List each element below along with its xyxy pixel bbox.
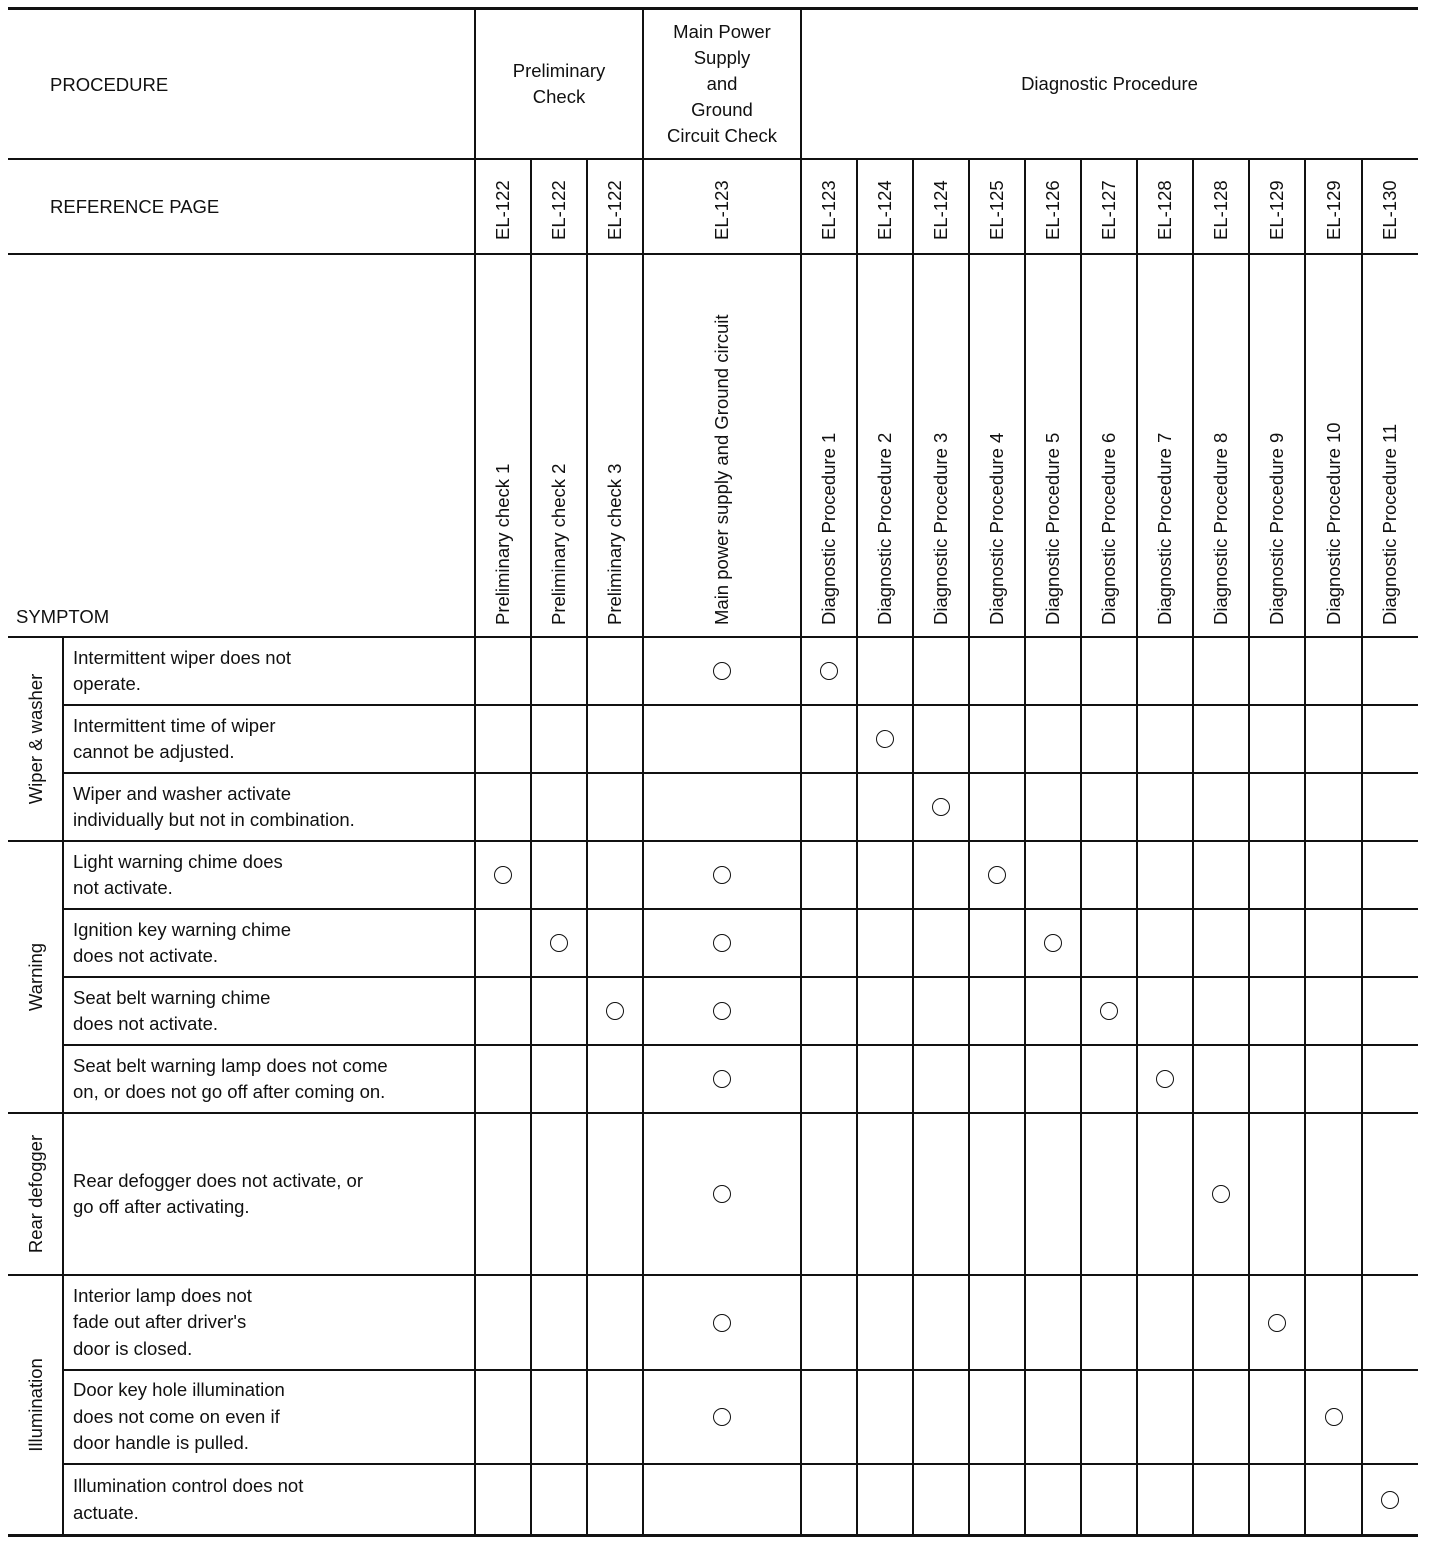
applicable-check-circle — [988, 866, 1006, 884]
row-divider — [63, 772, 1418, 774]
applicable-check-circle — [713, 1070, 731, 1088]
group-header-line: Main Power — [673, 20, 771, 42]
column-divider — [968, 159, 969, 1535]
symptom-text-line: go off after activating. — [73, 1196, 250, 1217]
procedure-name-label: Diagnostic Procedure 11 — [1379, 423, 1400, 625]
symptom-label: SYMPTOM — [16, 606, 110, 627]
column-divider — [912, 159, 913, 1535]
column-divider — [1080, 159, 1081, 1535]
column-divider — [856, 159, 857, 1535]
group-header-line: Check — [532, 85, 586, 107]
symptom-text-line: Seat belt warning lamp does not come — [73, 1054, 388, 1076]
applicable-check-circle — [1268, 1314, 1286, 1332]
procedure-name-label: Diagnostic Procedure 9 — [1266, 432, 1287, 625]
applicable-check-circle — [1381, 1491, 1399, 1509]
row-divider — [63, 1369, 1418, 1371]
column-divider — [1192, 159, 1193, 1535]
symptom-text-line: Intermittent time of wiper — [73, 714, 276, 736]
reference-page-label-cell: EL-123 — [818, 180, 839, 240]
group-header-line: and — [706, 72, 738, 94]
group-header-line: Circuit Check — [667, 124, 777, 146]
reference-page-label-cell: EL-128 — [1210, 180, 1231, 240]
column-divider — [530, 159, 531, 1535]
symptom-text-line: Ignition key warning chime — [73, 918, 291, 940]
category-label: Illumination — [25, 1358, 46, 1452]
symptom-text-line: Interior lamp does not — [73, 1284, 252, 1306]
category-label: Wiper & washer — [25, 673, 46, 805]
symptom-text-line: door handle is pulled. — [73, 1432, 249, 1454]
reference-page-label-cell: EL-126 — [1042, 180, 1063, 240]
applicable-check-circle — [494, 866, 512, 884]
applicable-check-circle — [876, 730, 894, 748]
applicable-check-circle — [1325, 1408, 1343, 1426]
reference-page-label-cell: EL-122 — [604, 180, 625, 240]
symptom-text-line: Intermittent wiper does not — [73, 646, 291, 668]
procedure-name-label: Diagnostic Procedure 5 — [1042, 432, 1063, 625]
symptom-text-line: Illumination control does not — [73, 1475, 304, 1496]
applicable-check-circle — [713, 934, 731, 952]
applicable-check-circle — [1044, 934, 1062, 952]
group-header-line: Ground — [691, 98, 753, 120]
column-divider — [1304, 159, 1305, 1535]
applicable-check-circle — [713, 1314, 731, 1332]
symptom-text-line: fade out after driver's — [73, 1311, 247, 1333]
reference-page-label-cell: EL-127 — [1098, 180, 1119, 240]
reference-page-label-cell: EL-129 — [1266, 180, 1287, 240]
reference-page-label-cell: EL-124 — [930, 180, 951, 240]
column-divider — [1248, 159, 1249, 1535]
symptom-text-line: does not come on even if — [73, 1405, 280, 1427]
procedure-name-label: Main power supply and Ground circuit — [711, 314, 732, 625]
procedure-name-label: Diagnostic Procedure 10 — [1322, 422, 1344, 625]
reference-page-label-cell: EL-130 — [1379, 180, 1400, 240]
row-divider — [63, 976, 1418, 978]
procedure-name-label: Diagnostic Procedure 7 — [1154, 432, 1175, 625]
header-bottom-divider — [8, 636, 1418, 638]
applicable-check-circle — [606, 1002, 624, 1020]
applicable-check-circle — [820, 662, 838, 680]
group-divider — [800, 8, 802, 1535]
applicable-check-circle — [713, 1408, 731, 1426]
reference-page-label-cell: EL-129 — [1322, 180, 1344, 240]
applicable-check-circle — [713, 1002, 731, 1020]
row-divider — [63, 704, 1418, 706]
procedure-name-label: Diagnostic Procedure 4 — [986, 432, 1007, 625]
symptom-text-line: door is closed. — [73, 1337, 193, 1359]
procedure-name-label: Diagnostic Procedure 6 — [1098, 432, 1119, 625]
procedure-name-label: Diagnostic Procedure 8 — [1210, 432, 1231, 625]
symptom-text-line: individually but not in combination. — [73, 809, 355, 830]
procedure-row-divider — [8, 158, 1418, 160]
reference-page-label-cell: EL-122 — [548, 180, 569, 240]
symptom-text-line: does not activate. — [73, 945, 219, 966]
procedure-name-label: Diagnostic Procedure 2 — [874, 432, 895, 625]
procedure-name-label: Diagnostic Procedure 1 — [818, 432, 839, 625]
symptom-text-line: Seat belt warning chime — [73, 986, 271, 1008]
applicable-check-circle — [1212, 1185, 1230, 1203]
symptom-text-line: Rear defogger does not activate, or — [73, 1169, 364, 1191]
reference-page-label-cell: EL-124 — [874, 180, 895, 240]
column-divider — [1361, 159, 1362, 1535]
symptom-text-line: operate. — [73, 673, 141, 694]
category-divider — [8, 1112, 1418, 1114]
column-divider — [1024, 159, 1025, 1535]
procedure-name-label: Diagnostic Procedure 3 — [930, 432, 951, 625]
category-label: Rear defogger — [25, 1134, 46, 1254]
procedure-name-label: Preliminary check 1 — [492, 463, 513, 625]
reference-page-label-cell: EL-128 — [1154, 180, 1175, 240]
group-header-line: Diagnostic Procedure — [1021, 72, 1198, 94]
applicable-check-circle — [1100, 1002, 1118, 1020]
applicable-check-circle — [550, 934, 568, 952]
category-divider — [8, 840, 1418, 842]
symptom-text-line: Door key hole illumination — [73, 1379, 285, 1401]
procedure-name-label: Preliminary check 3 — [604, 463, 625, 625]
symptom-text-line: actuate. — [73, 1501, 139, 1523]
symptom-text-line: on, or does not go off after coming on. — [73, 1081, 386, 1102]
bottom-border — [8, 1534, 1418, 1537]
column-divider — [1136, 159, 1137, 1535]
reference-row-divider — [8, 253, 1418, 255]
reference-page-label-cell: EL-122 — [492, 180, 513, 240]
group-divider — [642, 8, 644, 1535]
row-divider — [63, 1044, 1418, 1046]
symptom-text-line: Wiper and washer activate — [73, 782, 291, 804]
row-divider — [63, 908, 1418, 910]
group-header-line: Preliminary — [512, 59, 606, 81]
applicable-check-circle — [713, 866, 731, 884]
column-divider — [586, 159, 587, 1535]
applicable-check-circle — [713, 662, 731, 680]
reference-page-label-cell: EL-123 — [711, 180, 732, 240]
symptom-text-line: not activate. — [73, 877, 173, 898]
applicable-check-circle — [713, 1185, 731, 1203]
category-column-border — [62, 637, 64, 1535]
procedure-name-label: Preliminary check 2 — [548, 463, 569, 625]
applicable-check-circle — [932, 798, 950, 816]
symptom-text-line: does not activate. — [73, 1013, 219, 1034]
row-divider — [63, 1463, 1418, 1465]
applicable-check-circle — [1156, 1070, 1174, 1088]
category-divider — [8, 1274, 1418, 1276]
symptom-text-line: Light warning chime does — [73, 850, 283, 872]
symptom-text-line: cannot be adjusted. — [73, 741, 235, 762]
top-border — [8, 7, 1418, 10]
group-header-line: Supply — [693, 46, 751, 68]
category-label: Warning — [25, 942, 46, 1012]
reference-page-label-cell: EL-125 — [986, 180, 1007, 240]
procedure-label: PROCEDURE — [50, 74, 169, 95]
symptom-column-border — [474, 8, 476, 1535]
reference-page-label: REFERENCE PAGE — [50, 196, 220, 217]
